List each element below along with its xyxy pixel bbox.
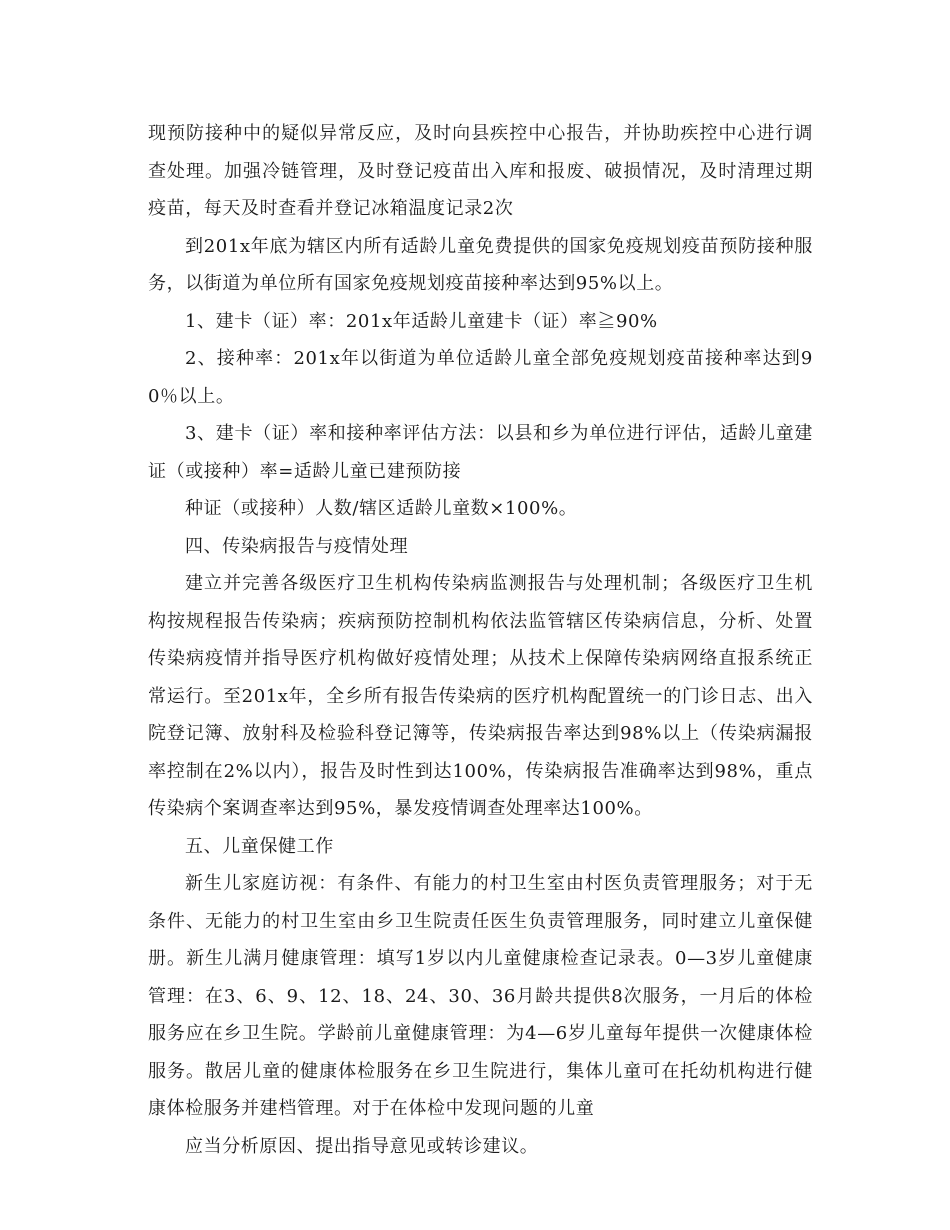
paragraph-infectious-disease: 建立并完善各级医疗卫生机构传染病监测报告与处理机制；各级医疗卫生机构按规程报告传染病；疾病预防控制机构依法监管辖区传染病信息，分析、处置传染病疫情并指导医疗机构做好疫情处理；从技术上保障传染病网络直报系统正常运行。至201x年，全乡所有报告传染病的医疗机构配置统一的门诊日志、出入院登记簿、放射科及检验科登记簿等，传染病报告率达到98%以上（传染病漏报率控制在2%以内），报告及时性到达100%，传染病报告准确率达到98%，重点传染病个案调查率达到95%，暴发疫情调查处理率达100%。 [148,573,813,819]
paragraph-referral: 应当分析原因、提出指导意见或转诊建议。 [185,1135,539,1157]
paragraph-card-rate: 1、建卡（证）率：201x年适龄儿童建卡（证）率≧90% [185,310,658,332]
paragraph-evaluation-method: 3、建卡（证）率和接种率评估方法：以县和乡为单位进行评估，适龄儿童建证（或接种）率=适龄儿童已建预防接 [148,423,813,482]
section-heading-infectious-disease: 四、传染病报告与疫情处理 [185,535,409,557]
paragraph-vaccination-rate: 2、接种率：201x年以街道为单位适龄儿童全部免疫规划疫苗接种率达到90％以上。 [148,348,813,407]
paragraph-vaccine-reaction: 现预防接种中的疑似异常反应，及时向县疾控中心报告，并协助疾控中心进行调查处理。加强冷链管理，及时登记疫苗出入库和报废、破损情况，及时清理过期疫苗，每天及时查看并登记冰箱温度记录2次 [148,123,813,219]
section-heading-child-health: 五、儿童保健工作 [185,835,334,857]
document-body [148,115,813,1165]
paragraph-evaluation-formula: 种证（或接种）人数/辖区适龄儿童数×100%。 [185,498,578,519]
paragraph-vaccination-goal: 到201x年底为辖区内所有适龄儿童免费提供的国家免疫规划疫苗预防接种服务，以街道为单位所有国家免疫规划疫苗接种率达到95%以上。 [148,235,813,294]
paragraph-child-health: 新生儿家庭访视：有条件、有能力的村卫生室由村医负责管理服务；对于无条件、无能力的村卫生室由乡卫生院责任医生负责管理服务，同时建立儿童保健册。新生儿满月健康管理：填写1岁以内儿童健康检查记录表。0—3岁儿童健康管理：在3、6、9、12、18、24、30、36月龄共提供8次服务，一月后的体检服务应在乡卫生院。学龄前儿童健康管理：为4—6岁儿童每年提供一次健康体检服务。散居儿童的健康体检服务在乡卫生院进行，集体儿童可在托幼机构进行健康体检服务并建档管理。对于在体检中发现问题的儿童 [148,873,813,1119]
